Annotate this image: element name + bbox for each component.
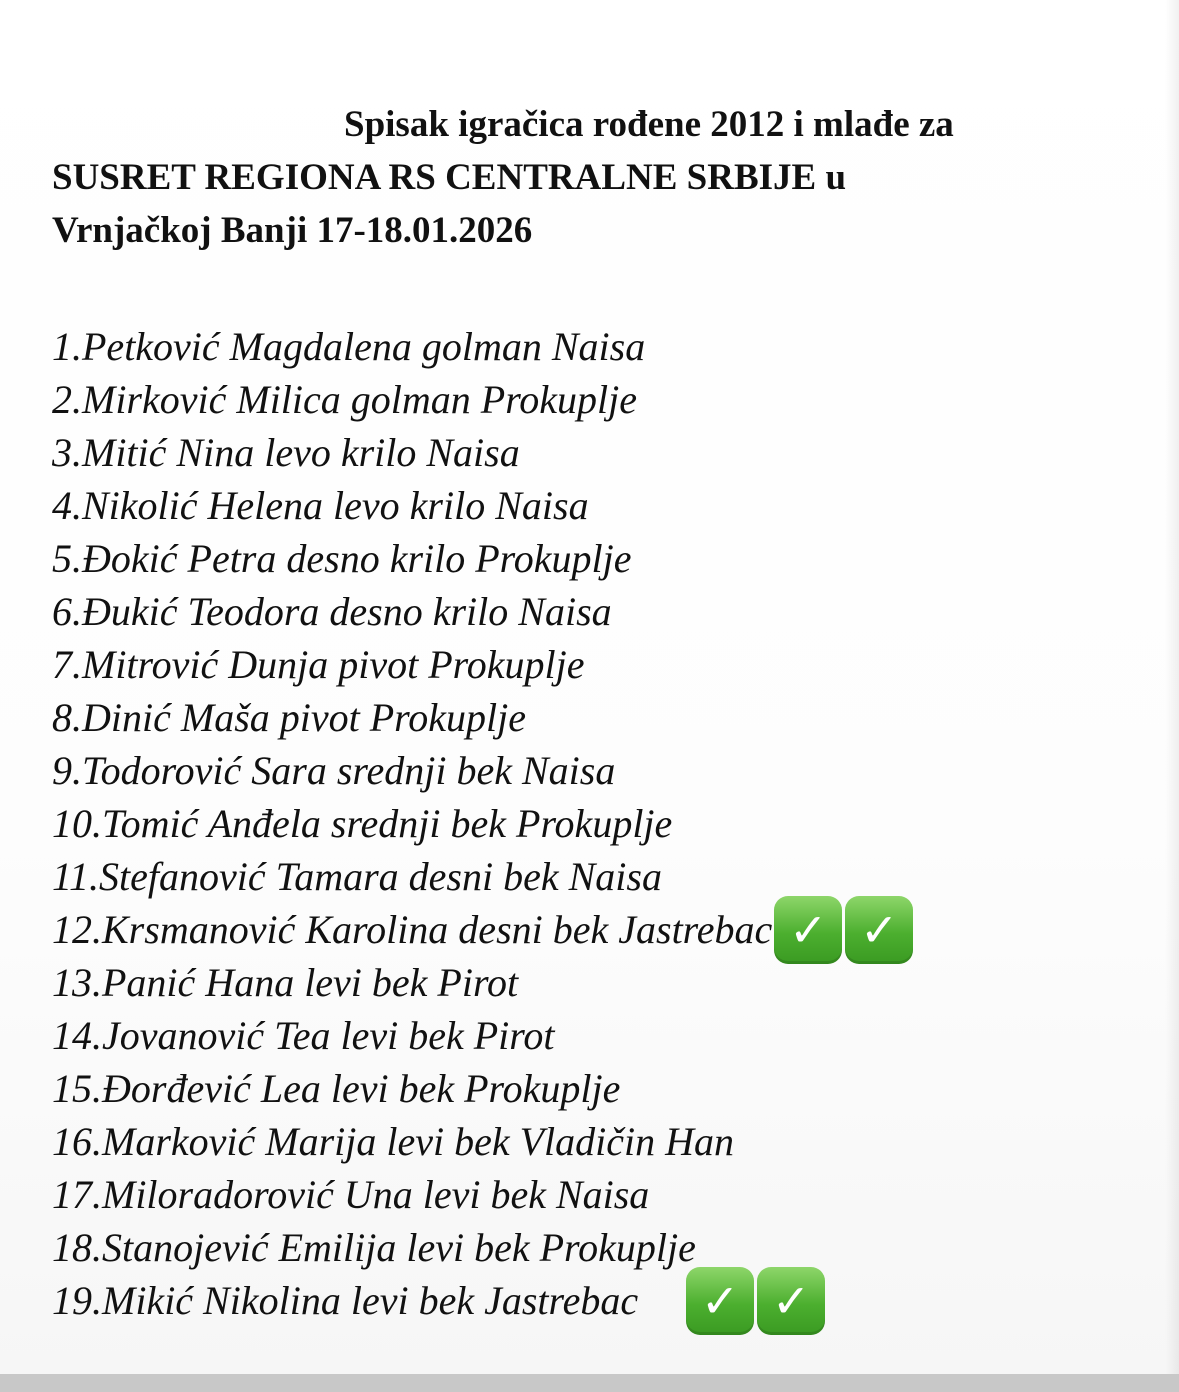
player-entry: 3.Mitić Nina levo krilo Naisa	[52, 430, 520, 475]
player-entry: 9.Todorović Sara srednji bek Naisa	[52, 748, 616, 793]
list-item	[52, 426, 1162, 479]
heading-line-1: Spisak igračica rođene 2012 i mlađe za	[344, 104, 954, 145]
list-item	[52, 479, 1162, 532]
list-item	[52, 956, 1162, 1009]
player-entry: 12.Krsmanović Karolina desni bek Jastrebac	[52, 907, 773, 952]
check-mark-button-icon: ✓	[686, 1267, 754, 1335]
player-entry: 5.Đokić Petra desno krilo Prokuplje	[52, 536, 632, 581]
list-item	[52, 744, 1162, 797]
bottom-scroll-bar	[0, 1374, 1179, 1392]
page-edge-shadow	[1165, 0, 1179, 1392]
heading-line-3: Vrnjačkoj Banji 17-18.01.2026	[52, 210, 533, 251]
list-item	[52, 1009, 1162, 1062]
player-entry: 8.Dinić Maša pivot Prokuplje	[52, 695, 526, 740]
player-entry: 18.Stanojević Emilija levi bek Prokuplje	[52, 1225, 696, 1270]
player-list	[52, 320, 1162, 1327]
player-entry: 6.Đukić Teodora desno krilo Naisa	[52, 589, 612, 634]
list-item	[52, 1062, 1162, 1115]
list-item	[52, 1168, 1162, 1221]
player-entry: 14.Jovanović Tea levi bek Pirot	[52, 1013, 555, 1058]
list-item	[52, 797, 1162, 850]
player-entry: 15.Đorđević Lea levi bek Prokuplje	[52, 1066, 621, 1111]
list-item	[52, 585, 1162, 638]
check-mark-button-icon: ✓	[845, 896, 913, 964]
list-item	[52, 320, 1162, 373]
check-marks	[686, 1267, 825, 1335]
player-entry: 4.Nikolić Helena levo krilo Naisa	[52, 483, 589, 528]
list-item	[52, 1274, 1162, 1327]
player-entry: 10.Tomić Anđela srednji bek Prokuplje	[52, 801, 673, 846]
player-entry: 16.Marković Marija levi bek Vladičin Han	[52, 1119, 735, 1164]
player-entry: 11.Stefanović Tamara desni bek Naisa	[52, 854, 662, 899]
list-item	[52, 850, 1162, 903]
player-entry: 13.Panić Hana levi bek Pirot	[52, 960, 519, 1005]
player-entry: 2.Mirković Milica golman Prokuplje	[52, 377, 638, 422]
player-entry: 19.Mikić Nikolina levi bek Jastrebac	[52, 1278, 639, 1323]
list-item	[52, 373, 1162, 426]
player-entry: 17.Miloradorović Una levi bek Naisa	[52, 1172, 650, 1217]
list-item	[52, 532, 1162, 585]
check-mark-button-icon: ✓	[774, 896, 842, 964]
list-item	[52, 638, 1162, 691]
player-entry: 1.Petković Magdalena golman Naisa	[52, 324, 646, 369]
list-item	[52, 903, 1162, 956]
heading-line-2: SUSRET REGIONA RS CENTRALNE SRBIJE u	[52, 157, 847, 198]
document-heading	[52, 98, 1152, 257]
player-entry: 7.Mitrović Dunja pivot Prokuplje	[52, 642, 585, 687]
check-marks	[774, 896, 913, 964]
list-item	[52, 1221, 1162, 1274]
list-item	[52, 691, 1162, 744]
check-mark-button-icon: ✓	[757, 1267, 825, 1335]
list-item	[52, 1115, 1162, 1168]
